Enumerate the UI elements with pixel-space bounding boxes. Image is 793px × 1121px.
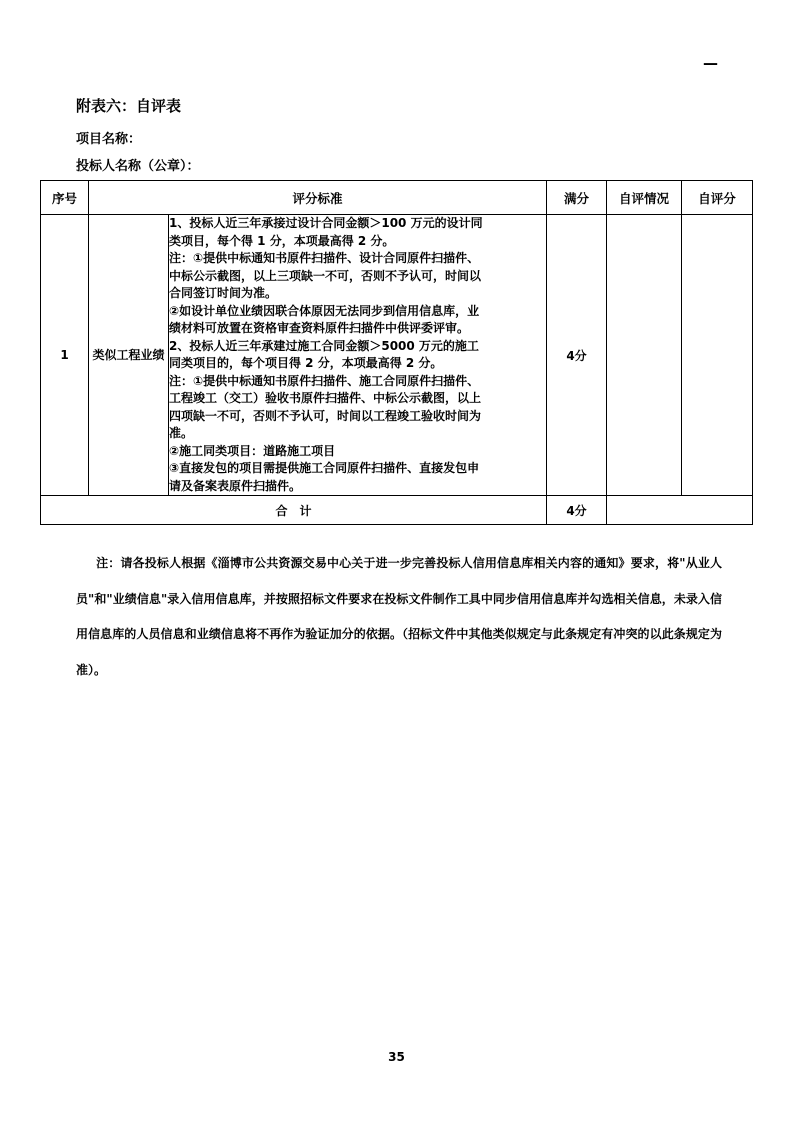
criteria-line: 工程竣工（交工）验收书原件扫描件、中标公示截图，以上 — [169, 391, 482, 405]
total-label: 合 计 — [41, 496, 547, 525]
note-paragraph — [76, 546, 722, 688]
criteria-line: 1、投标人近三年承接过设计合同金额＞100 万元的设计同 — [169, 216, 483, 230]
note-text: 注：请各投标人根据《淄博市公共资源交易中心关于进一步完善投标人信用信息库相关内容的通知》要求，将"从业人员"和"业绩信息"录入信用信息库，并按照招标文件要求在投标文件制作工具中同步信用信息库并勾选相关信息，未录入信用信息库的人员信息和业绩信息将不再作为验证加分的依据。（招标文件中其他类似规定与此条规定有冲突的以此条规定为准）。 — [76, 556, 722, 677]
header-no: 序号 — [41, 181, 89, 215]
header-self-eval: 自评情况 — [607, 181, 682, 215]
total-self-score — [607, 496, 753, 525]
page-number: 35 — [388, 1050, 405, 1064]
table-row — [41, 215, 753, 496]
project-name-label: 项目名称： — [76, 132, 142, 147]
header-criteria: 评分标准 — [89, 181, 547, 215]
criteria-line: 请及备案表原件扫描件。 — [169, 478, 302, 493]
criteria-line: ②如设计单位业绩因联合体原因无法同步到信用信息库，业 — [169, 303, 480, 318]
criteria-line: ②施工同类项目：道路施工项目 — [169, 443, 336, 458]
total-row — [41, 496, 753, 525]
page-title: 附表六：自评表 — [76, 97, 182, 115]
criteria-line: ③直接发包的项目需提供施工合同原件扫描件、直接发包申 — [169, 461, 480, 475]
criteria-line: 注：①提供中标通知书原件扫描件、设计合同原件扫描件、 — [169, 251, 480, 265]
criteria-line: 准。 — [169, 426, 194, 440]
bidder-name-label: 投标人名称（公章）： — [76, 159, 200, 174]
header-mark: — — [703, 54, 718, 72]
row-full-score: 4分 — [547, 215, 607, 496]
criteria-line: 注：①提供中标通知书原件扫描件、施工合同原件扫描件、 — [169, 373, 480, 388]
self-evaluation-table — [40, 180, 753, 525]
row-self-score — [682, 215, 753, 496]
row-item: 类似工程业绩 — [89, 215, 169, 496]
header-full-score: 满分 — [547, 181, 607, 215]
criteria-line: 四项缺一不可，否则不予认可，时间以工程竣工验收时间为 — [169, 408, 482, 423]
header-self-score: 自评分 — [682, 181, 753, 215]
criteria-line: 中标公示截图，以上三项缺一不可，否则不予认可，时间以 — [169, 268, 482, 283]
criteria-line: 绩材料可放置在资格审查资料原件扫描件中供评委评审。 — [169, 321, 470, 335]
criteria-line: 类项目，每个得 1 分，本项最高得 2 分。 — [169, 233, 395, 248]
total-full-score: 4分 — [547, 496, 607, 525]
row-self-eval — [607, 215, 682, 496]
table-header-row — [41, 181, 753, 215]
criteria-line: 合同签订时间为准。 — [169, 286, 278, 300]
criteria-line: 同类项目的，每个项目得 2 分，本项最高得 2 分。 — [169, 356, 443, 370]
row-criteria — [169, 215, 547, 496]
row-number: 1 — [41, 215, 89, 496]
criteria-line: 2、投标人近三年承建过施工合同金额＞5000 万元的施工 — [169, 338, 479, 353]
